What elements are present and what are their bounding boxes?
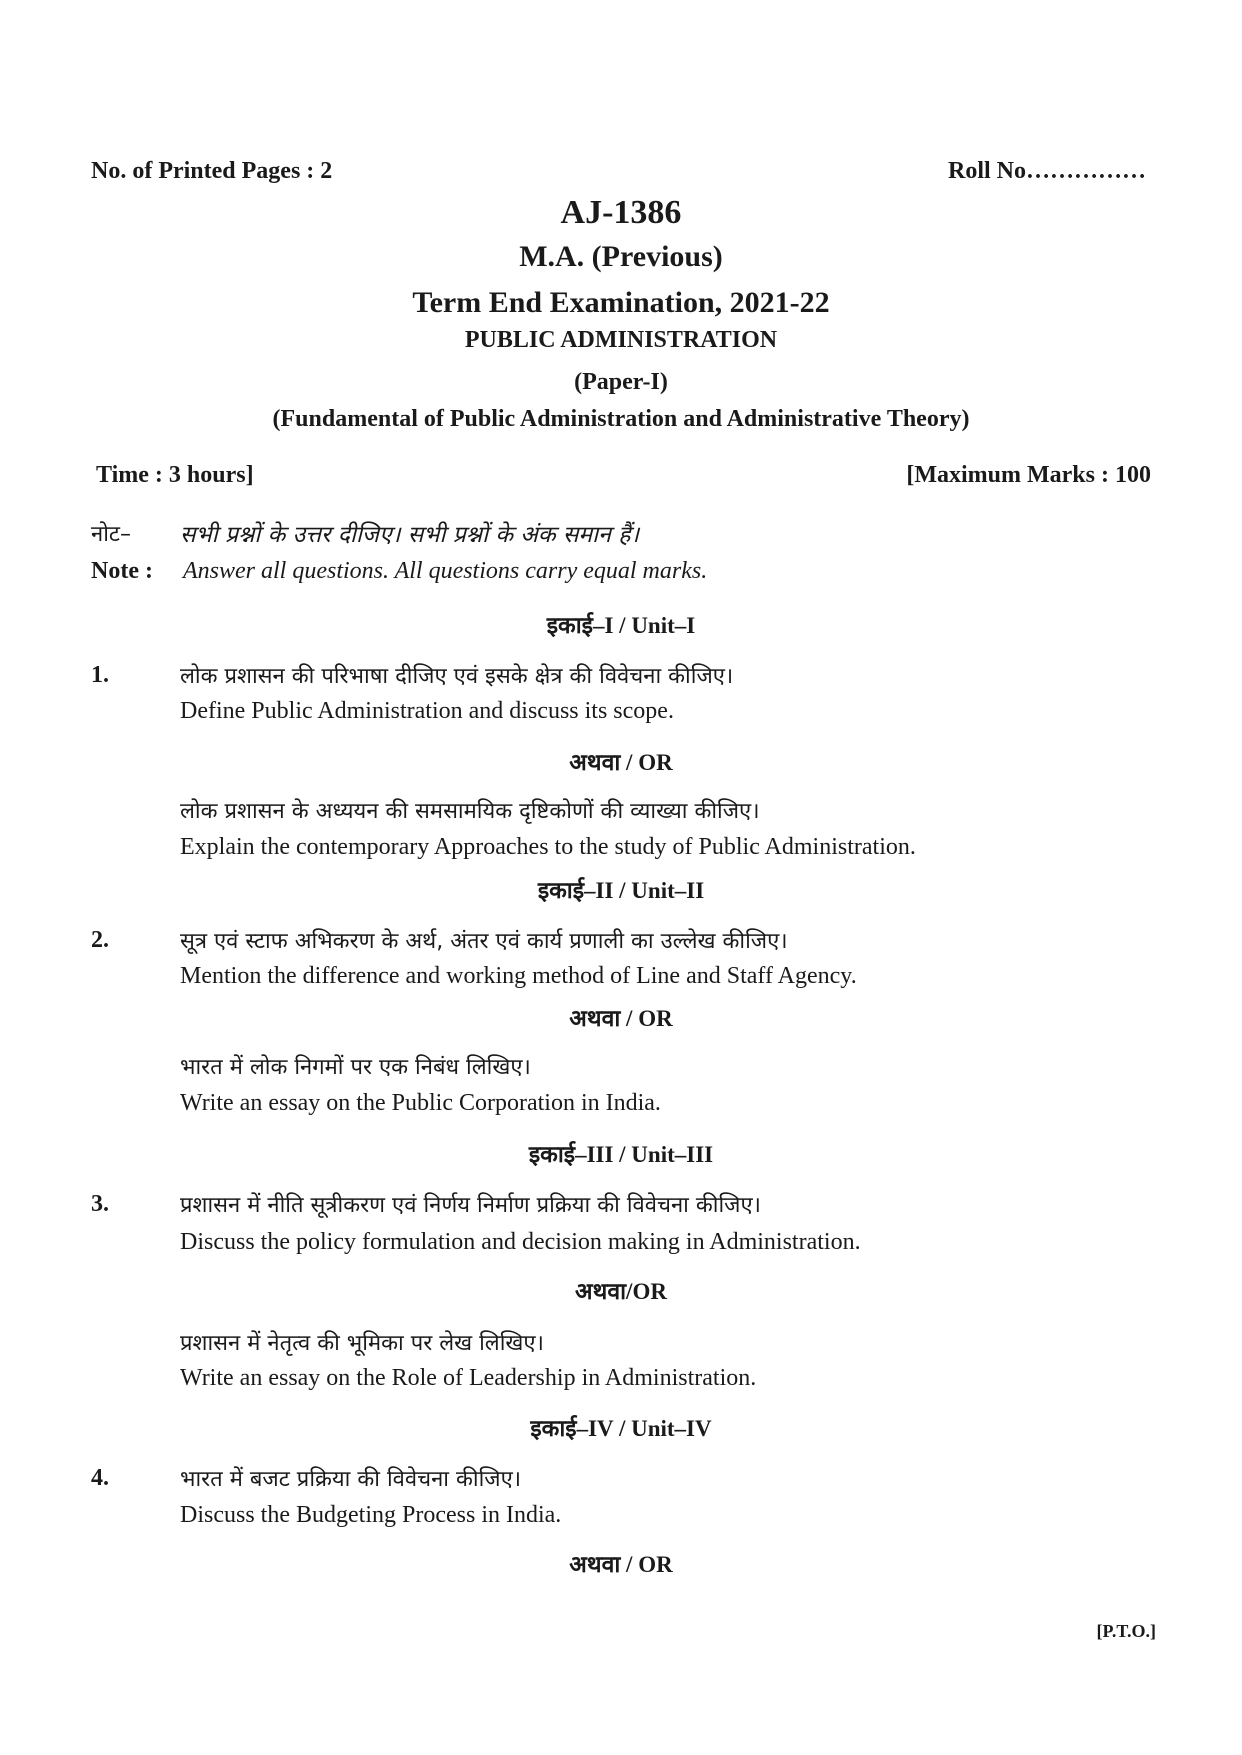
question-3-number: 3. [91, 1191, 109, 1217]
note-label-english: Note : [91, 558, 153, 584]
note-label-hindi: नोट– [91, 522, 131, 547]
question-2a-english: Mention the difference and working method of Line and Staff Agency. [180, 963, 857, 989]
note-text-english: Answer all questions. All questions carry equal marks. [183, 558, 708, 584]
question-2b-english: Write an essay on the Public Corporation in India. [180, 1090, 661, 1116]
roll-no: Roll No…………… [948, 158, 1146, 184]
question-1a-hindi: लोक प्रशासन की परिभाषा दीजिए एवं इसके क्षेत्र की विवेचना कीजिए। [180, 664, 734, 689]
paper-number: (Paper-I) [574, 369, 668, 395]
printed-pages: No. of Printed Pages : 2 [91, 158, 333, 184]
question-2-number: 2. [91, 927, 109, 953]
question-3a-hindi: प्रशासन में नीति सूत्रीकरण एवं निर्णय निर्माण प्रक्रिया की विवेचना कीजिए। [180, 1193, 761, 1218]
question-4-number: 4. [91, 1465, 109, 1491]
question-1a-english: Define Public Administration and discuss its scope. [180, 698, 674, 724]
question-3a-english: Discuss the policy formulation and decision making in Administration. [180, 1229, 861, 1255]
maximum-marks: [Maximum Marks : 100 [906, 462, 1151, 488]
note-text-hindi: सभी प्रश्नों के उत्तर दीजिए। सभी प्रश्नों के अंक समान हैं। [180, 522, 640, 548]
question-3b-hindi: प्रशासन में नेतृत्व की भूमिका पर लेख लिखिए। [180, 1331, 544, 1356]
unit-2-heading: इकाई–II / Unit–II [537, 878, 705, 903]
paper-title: (Fundamental of Public Administration and Administrative Theory) [272, 406, 970, 432]
pto-mark: [P.T.O.] [1096, 1621, 1156, 1641]
question-4a-english: Discuss the Budgeting Process in India. [180, 1502, 562, 1528]
unit-4-or: अथवा / OR [569, 1552, 673, 1577]
unit-4-heading: इकाई–IV / Unit–IV [530, 1416, 712, 1441]
unit-1-or: अथवा / OR [569, 750, 673, 775]
subject: PUBLIC ADMINISTRATION [464, 327, 778, 353]
question-1-number: 1. [91, 662, 109, 688]
unit-3-heading: इकाई–III / Unit–III [528, 1142, 714, 1167]
exam-title: Term End Examination, 2021-22 [412, 286, 830, 319]
question-4a-hindi: भारत में बजट प्रक्रिया की विवेचना कीजिए। [180, 1467, 522, 1492]
question-2b-hindi: भारत में लोक निगमों पर एक निबंध लिखिए। [180, 1055, 531, 1080]
question-1b-english: Explain the contemporary Approaches to the study of Public Administration. [180, 834, 916, 860]
unit-1-heading: इकाई–I / Unit–I [546, 613, 696, 638]
paper-code: AJ-1386 [560, 194, 682, 231]
question-3b-english: Write an essay on the Role of Leadership in Administration. [180, 1365, 757, 1391]
unit-2-or: अथवा / OR [569, 1006, 673, 1031]
degree: M.A. (Previous) [519, 240, 723, 273]
question-2a-hindi: सूत्र एवं स्टाफ अभिकरण के अर्थ, अंतर एवं कार्य प्रणाली का उल्लेख कीजिए। [180, 929, 788, 954]
question-1b-hindi: लोक प्रशासन के अध्ययन की समसामयिक दृष्टिकोणों की व्याख्या कीजिए। [180, 799, 760, 824]
time-allowed: Time : 3 hours] [96, 462, 254, 488]
unit-3-or: अथवा/OR [575, 1279, 667, 1304]
